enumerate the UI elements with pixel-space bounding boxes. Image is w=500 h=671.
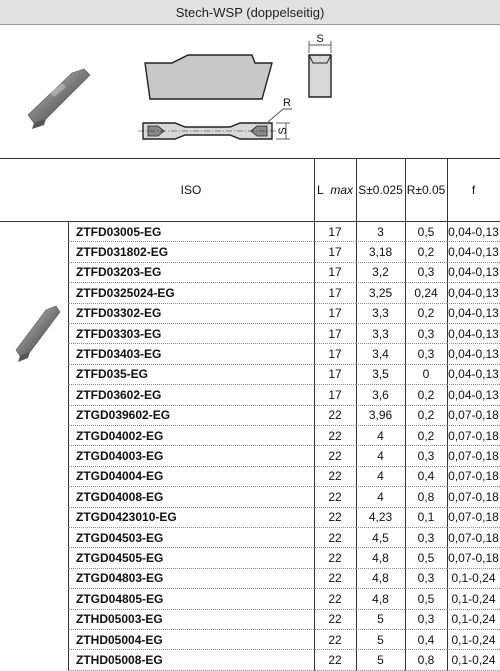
cell-r: 0,2 [405, 385, 447, 405]
table-row [0, 650, 500, 670]
cell-r: 0,3 [405, 324, 447, 344]
cell-l: 22 [314, 569, 356, 589]
cell-l: 17 [314, 283, 356, 303]
cell-l: 22 [314, 630, 356, 650]
table-row [0, 365, 500, 385]
cell-s: 5 [356, 630, 405, 650]
cell-r: 0,3 [405, 263, 447, 283]
cell-f: 0,07-0,18 [447, 446, 500, 466]
cell-iso: ZTGD04505-EG [68, 548, 314, 568]
cell-s: 3 [356, 222, 405, 242]
cell-s: 4 [356, 467, 405, 487]
cell-iso: ZTFD03302-EG [68, 304, 314, 324]
table-row [0, 406, 500, 426]
cell-f: 0,04-0,13 [447, 263, 500, 283]
cell-r: 0,4 [405, 467, 447, 487]
header-iso: ISO [180, 183, 202, 197]
dim-s-side-label: S [277, 127, 289, 135]
insert-drawing [0, 25, 500, 158]
cell-iso: ZTFD03602-EG [68, 385, 314, 405]
header-f: f [471, 183, 476, 197]
table-row [0, 324, 500, 344]
cell-l: 22 [314, 426, 356, 446]
table-row [0, 487, 500, 507]
cell-iso: ZTFD035-EG [68, 365, 314, 385]
cell-r: 0,2 [405, 406, 447, 426]
cell-s: 3,4 [356, 344, 405, 364]
cell-f: 0,04-0,13 [447, 304, 500, 324]
cell-r: 0,5 [405, 548, 447, 568]
cell-f: 0,04-0,13 [447, 385, 500, 405]
cell-s: 4 [356, 446, 405, 466]
cell-s: 3,6 [356, 385, 405, 405]
cell-l: 17 [314, 365, 356, 385]
cell-l: 22 [314, 406, 356, 426]
cell-r: 0,4 [405, 630, 447, 650]
cell-l: 17 [314, 222, 356, 242]
cell-r: 0,3 [405, 569, 447, 589]
insert-front-view [145, 55, 272, 99]
cell-iso: ZTGD04008-EG [68, 487, 314, 507]
cell-f: 0,04-0,13 [447, 344, 500, 364]
cell-l: 17 [314, 304, 356, 324]
table-row [0, 222, 500, 242]
table-row [0, 304, 500, 324]
cell-l: 17 [314, 385, 356, 405]
cell-f: 0,04-0,13 [447, 242, 500, 262]
table-row [0, 385, 500, 405]
cell-s: 3,25 [356, 283, 405, 303]
cell-s: 4,8 [356, 548, 405, 568]
header-l [314, 159, 356, 221]
cell-r: 0,2 [405, 242, 447, 262]
table-row [0, 528, 500, 548]
insert-top-view [138, 109, 292, 139]
cell-iso: ZTGD04805-EG [68, 589, 314, 609]
cell-iso: ZTGD04803-EG [68, 569, 314, 589]
cell-iso: ZTGD04503-EG [68, 528, 314, 548]
table-row [0, 467, 500, 487]
cell-l: 17 [314, 263, 356, 283]
table-row [0, 344, 500, 364]
table-row [0, 610, 500, 630]
table-row [0, 446, 500, 466]
cell-iso: ZTGD04004-EG [68, 467, 314, 487]
header-l-text: L [316, 183, 324, 197]
cell-l: 22 [314, 528, 356, 548]
table-title-text: Stech-WSP (doppelseitig) [175, 4, 325, 20]
cell-f: 0,1-0,24 [447, 650, 500, 670]
table-row [0, 508, 500, 528]
cell-f: 0,07-0,18 [447, 467, 500, 487]
cell-iso: ZTFD03005-EG [68, 222, 314, 242]
cell-l: 22 [314, 650, 356, 670]
cell-r: 0,24 [405, 283, 447, 303]
header-r: R±0.05 [406, 183, 446, 197]
table-row [0, 263, 500, 283]
table-row [0, 630, 500, 650]
dim-r-label: R [283, 97, 291, 109]
cell-r: 0,5 [405, 222, 447, 242]
cell-l: 22 [314, 446, 356, 466]
cell-f: 0,1-0,24 [447, 630, 500, 650]
cell-f: 0,04-0,13 [447, 365, 500, 385]
cell-s: 4,5 [356, 528, 405, 548]
cell-r: 0,1 [405, 508, 447, 528]
insert-side-view [309, 41, 331, 97]
cell-s: 5 [356, 610, 405, 630]
cell-f: 0,1-0,24 [447, 589, 500, 609]
cell-iso: ZTFD0325024-EG [68, 283, 314, 303]
cell-s: 3,3 [356, 304, 405, 324]
cell-iso: ZTGD0423010-EG [68, 508, 314, 528]
cell-l: 22 [314, 610, 356, 630]
cell-r: 0,8 [405, 650, 447, 670]
table-row [0, 242, 500, 262]
cell-f: 0,1-0,24 [447, 610, 500, 630]
cell-l: 22 [314, 467, 356, 487]
cell-r: 0,3 [405, 610, 447, 630]
cell-f: 0,07-0,18 [447, 548, 500, 568]
cell-r: 0,3 [405, 528, 447, 548]
cell-f: 0,04-0,13 [447, 283, 500, 303]
cell-l: 22 [314, 589, 356, 609]
header-s: S±0.025 [358, 183, 403, 197]
cell-l: 22 [314, 508, 356, 528]
cell-iso: ZTGD039602-EG [68, 406, 314, 426]
cell-l: 17 [314, 242, 356, 262]
cell-s: 3,96 [356, 406, 405, 426]
cell-s: 4 [356, 487, 405, 507]
cell-iso: ZTFD03403-EG [68, 344, 314, 364]
cell-r: 0,5 [405, 589, 447, 609]
cell-s: 4,8 [356, 569, 405, 589]
cell-s: 3,18 [356, 242, 405, 262]
cell-s: 4 [356, 426, 405, 446]
cell-r: 0,2 [405, 304, 447, 324]
cell-f: 0,07-0,18 [447, 426, 500, 446]
cell-iso: ZTHD05004-EG [68, 630, 314, 650]
cell-r: 0,3 [405, 446, 447, 466]
cell-f: 0,04-0,13 [447, 222, 500, 242]
table-row [0, 548, 500, 568]
cell-f: 0,07-0,18 [447, 508, 500, 528]
cell-f: 0,07-0,18 [447, 487, 500, 507]
cell-r: 0,3 [405, 344, 447, 364]
table-row [0, 426, 500, 446]
cell-f: 0,04-0,13 [447, 324, 500, 344]
cell-s: 3,2 [356, 263, 405, 283]
table-row [0, 569, 500, 589]
cell-r: 0,8 [405, 487, 447, 507]
cell-l: 22 [314, 487, 356, 507]
insert-3d-icon [28, 69, 90, 129]
cell-iso: ZTFD03203-EG [68, 263, 314, 283]
cell-r: 0,2 [405, 426, 447, 446]
header-l-max: max [330, 183, 354, 197]
table-title [0, 0, 500, 25]
cell-iso: ZTFD031802-EG [68, 242, 314, 262]
dim-s-top-label: S [316, 33, 324, 45]
table-row [0, 283, 500, 303]
cell-r: 0 [405, 365, 447, 385]
cell-f: 0,1-0,24 [447, 569, 500, 589]
cell-iso: ZTHD05008-EG [68, 650, 314, 670]
table-row [0, 589, 500, 609]
cell-f: 0,07-0,18 [447, 528, 500, 548]
table-header [0, 158, 500, 222]
cell-iso: ZTHD05003-EG [68, 610, 314, 630]
cell-s: 3,3 [356, 324, 405, 344]
cell-s: 3,5 [356, 365, 405, 385]
cell-s: 5 [356, 650, 405, 670]
cell-iso: ZTGD04003-EG [68, 446, 314, 466]
cell-iso: ZTFD03303-EG [68, 324, 314, 344]
cell-l: 22 [314, 548, 356, 568]
cell-s: 4,8 [356, 589, 405, 609]
cell-l: 17 [314, 324, 356, 344]
cell-l: 17 [314, 344, 356, 364]
cell-s: 4,23 [356, 508, 405, 528]
cell-iso: ZTGD04002-EG [68, 426, 314, 446]
cell-f: 0,07-0,18 [447, 406, 500, 426]
